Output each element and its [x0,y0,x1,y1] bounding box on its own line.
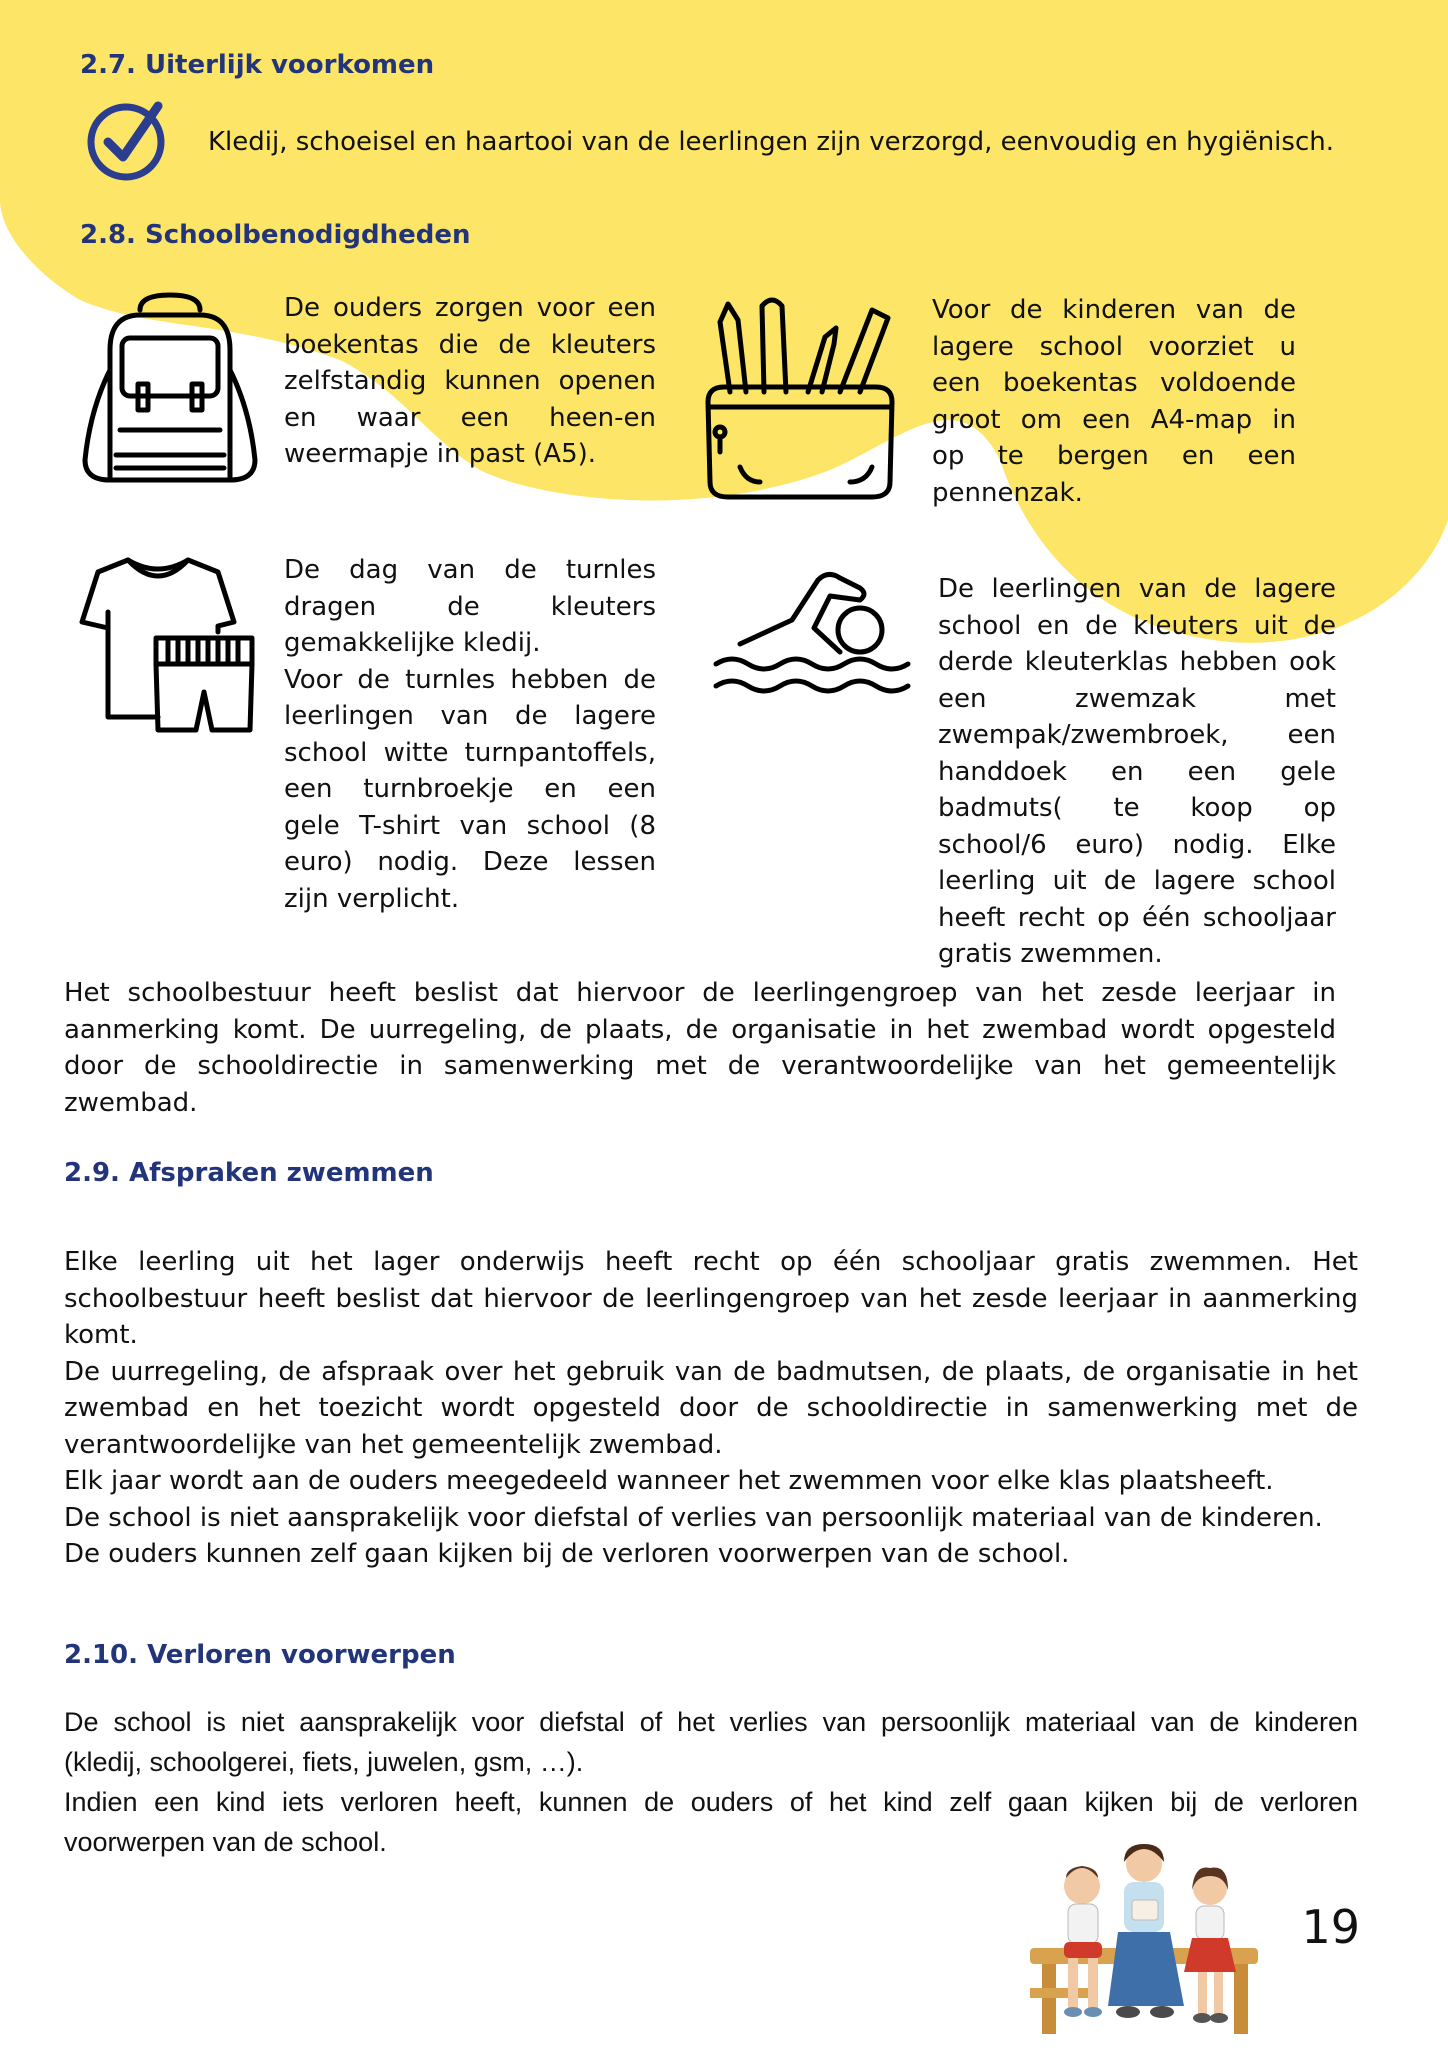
board-text-line: door de schooldirectie in samenwerking met de verantwoordelijke van het gemeentelijk [64,1051,1336,1081]
swim-agreement-line: komt. [64,1320,138,1350]
lost-items-line: (kledij, schoolgerei, fiets, juwelen, gsm, …). [64,1747,584,1777]
section-heading-2-10: 2.10. Verloren voorwerpen [64,1640,456,1670]
clothes-text-line: euro) nodig. Deze lessen [284,847,656,877]
board-text-line: zwembad. [64,1087,198,1118]
sports-clothes-icon [78,552,258,738]
clothes-text-line: een turnbroekje en een [284,774,656,804]
clothes-text [284,552,656,917]
swim-text [938,571,1336,973]
lost-items-line: De school is niet aansprakelijk voor diefstal of het verlies van persoonlijk materiaal van de kinderen [64,1707,1358,1737]
swim-agreement-line: De uurregeling, de afspraak over het gebruik van de badmutsen, de plaats, de organisatie in het [64,1356,1358,1387]
section-heading-2-9: 2.9. Afspraken zwemmen [64,1158,434,1188]
section-heading-2-8: 2.8. Schoolbenodigdheden [80,220,471,250]
swim-text-line: gratis zwemmen. [938,939,1163,969]
board-text-line: Het schoolbestuur heeft beslist dat hiervoor de leerlingengroep van het zesde leerjaar in [64,978,1336,1008]
clothes-text-line: leerlingen van de lagere [284,701,656,731]
swim-text-line: zwempak/zwembroek, een [938,720,1336,750]
swim-text-line: een zwemzak met [938,683,1336,714]
pencils-text-line: groot om een A4-map in [932,404,1296,435]
board-text-line: aanmerking komt. De uurregeling, de plaats, de organisatie in het zwembad wordt opgesteld [64,1014,1336,1045]
backpack-text-line: De ouders zorgen voor een [284,293,656,323]
school-board-text [64,975,1336,1121]
swim-agreement-line: schoolbestuur heeft beslist dat hiervoor de leerlingengroep van het zesde leerjaar in aanmerking [64,1283,1358,1314]
swim-agreement-line: De ouders kunnen zelf gaan kijken bij de verloren voorwerpen van de school. [64,1539,1070,1569]
backpack-icon [80,290,260,500]
swim-text-line: badmuts( te koop op [938,793,1336,823]
clothes-text-line: dragen de kleuters [284,591,656,622]
pencils-text-line: op te bergen en een [932,441,1296,471]
swim-agreement-line: De school is niet aansprakelijk voor diefstal of verlies van persoonlijk materiaal van de kinderen. [64,1502,1323,1533]
backpack-text [284,290,656,473]
swim-agreement-line: verantwoordelijke van het gemeentelijk zwembad. [64,1429,723,1460]
reading-children-illustration [1024,1838,1264,2048]
swim-text-line: school en de kleuters uit de [938,610,1336,641]
swim-text-line: leerling uit de lagere school [938,866,1336,896]
lost-items-line: voorwerpen van de school. [64,1827,387,1857]
backpack-text-line: zelfstandig kunnen openen [284,366,656,396]
swim-agreement-line: zwembad en het toezicht wordt opgesteld door de schooldirectie in samenwerking met de [64,1393,1358,1423]
page-number: 19 [1301,1900,1360,1954]
swim-text-line: school/6 euro) nodig. Elke [938,829,1336,860]
section-heading-2-7: 2.7. Uiterlijk voorkomen [80,50,435,80]
appearance-text: Kledij, schoeisel en haartooi van de leerlingen zijn verzorgd, eenvoudig en hygiënisch. [208,127,1334,157]
pencils-text-line: een boekentas voldoende [932,368,1296,398]
pencils-text-line: Voor de kinderen van de [932,295,1296,325]
clothes-text-line: gele T-shirt van school (8 [284,810,656,841]
backpack-text-line: weermapje in past (A5). [284,439,597,469]
swimmer-icon [710,568,920,698]
backpack-text-line: en waar een heen-en [284,402,656,433]
swim-agreement-line: Elk jaar wordt aan de ouders meegedeeld wanneer het zwemmen voor elke klas plaatsheeft. [64,1466,1274,1496]
clothes-text-line: zijn verplicht. [284,883,460,914]
clothes-text-line: De dag van de turnles [284,555,656,585]
lost-items-line: Indien een kind iets verloren heeft, kunnen de ouders of het kind zelf gaan kijken bij de verloren [64,1787,1358,1817]
swimming-agreements-text [64,1244,1358,1573]
swim-text-line: handdoek en een gele [938,756,1336,787]
pencils-text-line: lagere school voorziet u [932,331,1296,362]
pencil-case-icon [700,292,900,502]
clothes-text-line: gemakkelijke kledij. [284,628,541,658]
clothes-text-line: Voor de turnles hebben de [284,664,656,695]
checkmark-circle-icon [86,96,170,182]
clothes-text-line: school witte turnpantoffels, [284,737,656,768]
pencils-text [932,292,1296,511]
swim-text-line: derde kleuterklas hebben ook [938,647,1336,677]
pencils-text-line: pennenzak. [932,477,1083,508]
swim-text-line: heeft recht op één schooljaar [938,902,1336,933]
swim-agreement-line: Elke leerling uit het lager onderwijs heeft recht op één schooljaar gratis zwemmen. Het [64,1247,1358,1277]
swim-text-line: De leerlingen van de lagere [938,574,1336,604]
backpack-text-line: boekentas die de kleuters [284,329,656,360]
